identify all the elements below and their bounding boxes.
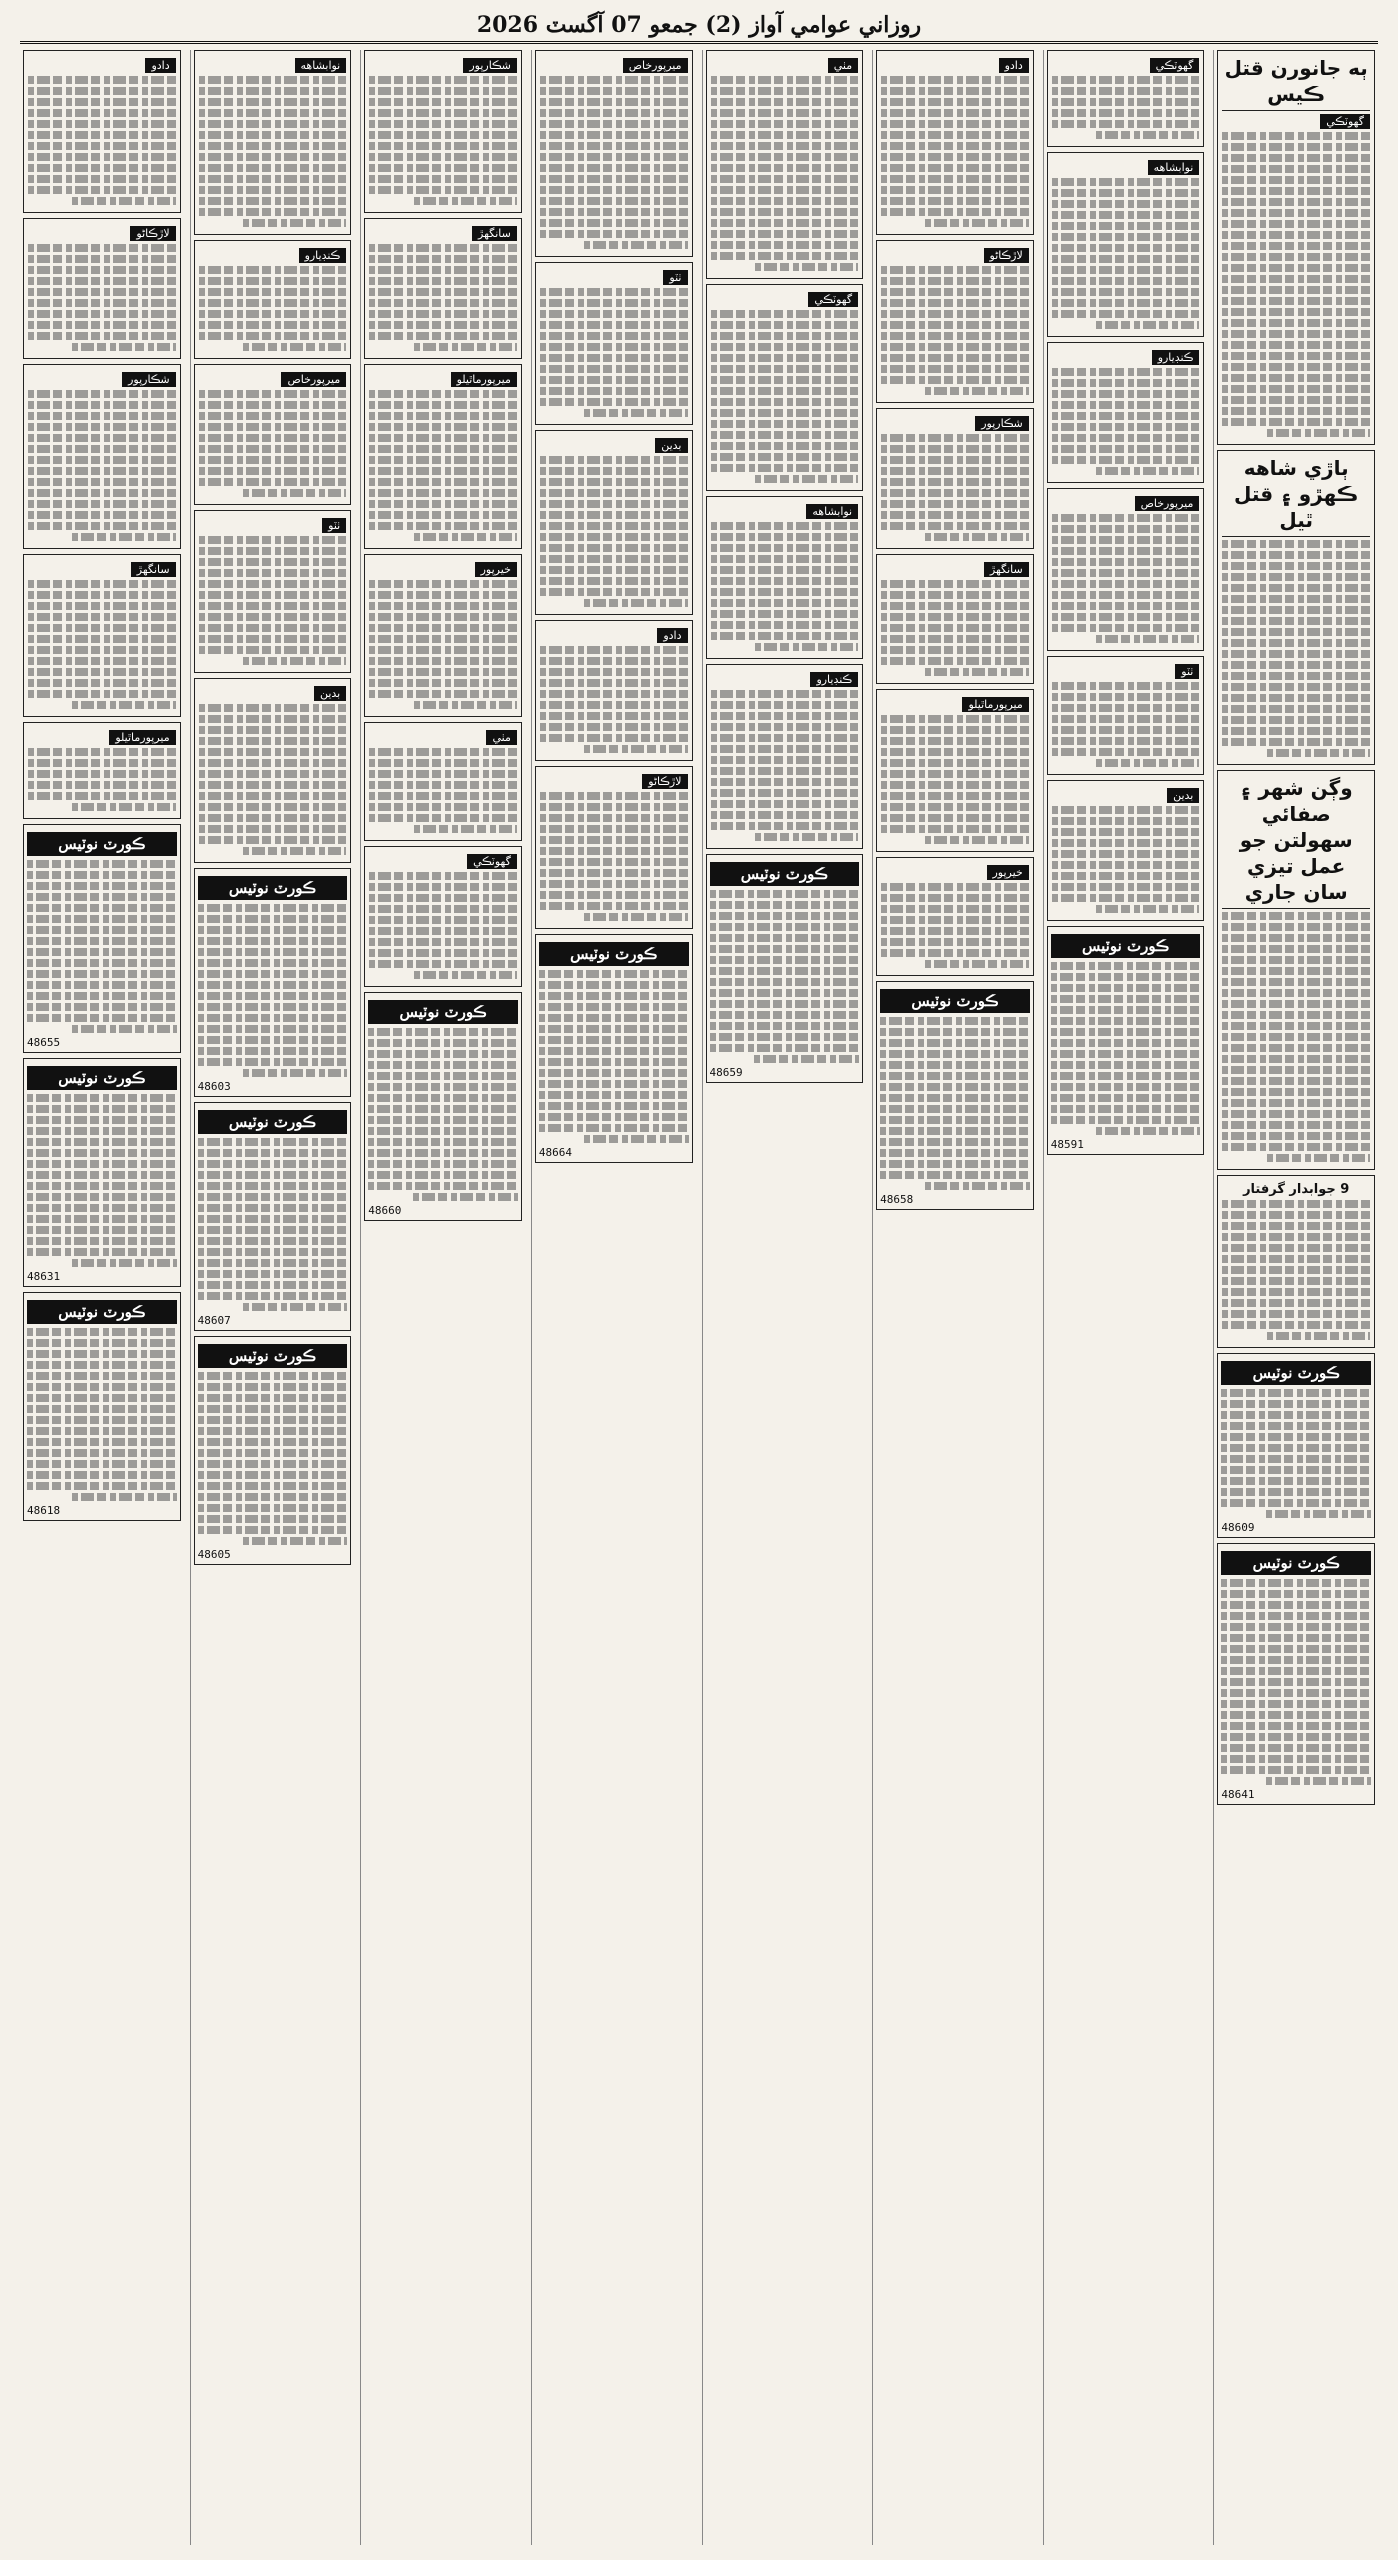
court-notice-banner: ڪورٽ نوٽيس [27, 1066, 177, 1090]
court-notice [535, 934, 693, 1163]
court-notice-banner: ڪورٽ نوٽيس [198, 876, 348, 900]
byline-tag: ميرپورماٿيلو [451, 372, 517, 387]
news-story [706, 664, 864, 849]
column-4 [702, 50, 867, 2545]
notice-number: 48591 [1050, 1138, 1084, 1151]
byline-tag: سانگهڙ [984, 562, 1029, 577]
news-story [194, 510, 352, 673]
column-7 [190, 50, 355, 2545]
byline-tag: ٺٽو [1175, 664, 1199, 679]
column-3 [872, 50, 1037, 2545]
news-story [876, 689, 1034, 852]
news-story [194, 364, 352, 505]
court-notice [364, 992, 522, 1221]
byline-tag: گهوٽڪي [467, 854, 517, 869]
notice-number: 48603 [197, 1080, 231, 1093]
court-notice-banner: ڪورٽ نوٽيس [198, 1110, 348, 1134]
byline-tag: ڪنڊيارو [810, 672, 858, 687]
news-story [23, 50, 181, 213]
court-notice [23, 1058, 181, 1287]
court-notice [194, 1102, 352, 1331]
court-notice-banner: ڪورٽ نوٽيس [1221, 1551, 1371, 1575]
news-story [23, 554, 181, 717]
byline-tag: ميرپورخاص [1135, 496, 1200, 511]
byline-tag: ڪنڊيارو [1152, 350, 1200, 365]
news-story [1047, 656, 1205, 775]
court-notice-banner: ڪورٽ نوٽيس [27, 1300, 177, 1324]
court-notice-banner: ڪورٽ نوٽيس [1051, 934, 1201, 958]
court-notice [194, 1336, 352, 1565]
news-story [364, 846, 522, 987]
court-notice [876, 981, 1034, 1210]
court-notice-banner: ڪورٽ نوٽيس [368, 1000, 518, 1024]
byline-tag: خيرپور [987, 865, 1029, 880]
masthead [20, 10, 1378, 44]
news-story [876, 240, 1034, 403]
notice-number: 48609 [1221, 1521, 1255, 1534]
byline-tag: خيرپور [475, 562, 517, 577]
column-8 [20, 50, 184, 2545]
news-story [535, 766, 693, 929]
court-notice-banner: ڪورٽ نوٽيس [1221, 1361, 1371, 1385]
byline-tag: لاڙڪاڻو [130, 226, 175, 241]
court-notice [1217, 1353, 1375, 1538]
byline-tag: شڪارپور [975, 416, 1029, 431]
news-story [1047, 50, 1205, 147]
byline-tag: گهوٽڪي [1150, 58, 1200, 73]
news-story [1047, 342, 1205, 483]
masthead-title: روزاني عوامي آواز (2) جمعو 07 آگسٽ 2026 [476, 12, 922, 38]
court-notice [23, 824, 181, 1053]
notice-number: 48659 [709, 1066, 743, 1079]
news-story [706, 284, 864, 491]
byline-tag: دادو [657, 628, 687, 643]
lead-headline-3: وڳن شهر ۽ صفائي سهولتن جو عمل تيزي سان جاري [1222, 775, 1370, 909]
news-story [876, 408, 1034, 549]
notice-number: 48605 [197, 1548, 231, 1561]
byline-tag: دادو [999, 58, 1029, 73]
byline-tag: دادو [145, 58, 175, 73]
notice-number: 48660 [368, 1204, 402, 1217]
lead-headline-1: ٻه جانورن قتل ڪيس [1222, 55, 1370, 111]
news-story [535, 262, 693, 425]
notice-number: 48655 [27, 1036, 61, 1049]
news-story [364, 554, 522, 717]
news-story [23, 364, 181, 549]
byline-tag: بدين [1167, 788, 1199, 803]
court-notice [1217, 1543, 1375, 1805]
news-story [364, 50, 522, 213]
byline-tag: ٺٽو [663, 270, 687, 285]
news-story [535, 430, 693, 615]
byline-tag: نوابشاهه [295, 58, 347, 73]
headline: 9 جوابدار گرفتار [1243, 1182, 1350, 1197]
byline-tag: گهوٽڪي [1320, 114, 1370, 129]
court-notice [1047, 926, 1205, 1155]
byline-tag: مٺي [828, 58, 858, 73]
byline-tag: بدين [655, 438, 687, 453]
news-story [23, 722, 181, 819]
story-col1-4 [1217, 1175, 1375, 1348]
court-notice-banner: ڪورٽ نوٽيس [198, 1344, 348, 1368]
byline-tag: سانگهڙ [131, 562, 176, 577]
notice-number: 48641 [1221, 1788, 1255, 1801]
byline-tag: لاڙڪاڻو [984, 248, 1029, 263]
notice-number: 48607 [197, 1314, 231, 1327]
news-story [535, 50, 693, 257]
news-story [706, 50, 864, 279]
news-story [364, 218, 522, 359]
byline-tag: ڪنڊيارو [299, 248, 347, 263]
court-notice-banner: ڪورٽ نوٽيس [539, 942, 689, 966]
news-story [194, 50, 352, 235]
byline-tag: ميرپورخاص [281, 372, 346, 387]
byline-tag: گهوٽڪي [808, 292, 858, 307]
news-story [1047, 488, 1205, 651]
byline-tag: ميرپورخاص [623, 58, 688, 73]
notice-number: 48664 [538, 1146, 572, 1159]
court-notice [706, 854, 864, 1083]
byline-tag: شڪارپور [122, 372, 176, 387]
byline-tag: ميرپورماٿيلو [109, 730, 175, 745]
notice-number: 48618 [27, 1504, 61, 1517]
court-notice [23, 1292, 181, 1521]
byline-tag: شڪارپور [463, 58, 517, 73]
news-story [1047, 152, 1205, 337]
news-story [364, 364, 522, 549]
news-story [876, 50, 1034, 235]
news-story [23, 218, 181, 359]
court-notice-banner: ڪورٽ نوٽيس [710, 862, 860, 886]
news-story [876, 857, 1034, 976]
notice-number: 48631 [27, 1270, 61, 1283]
news-story [194, 240, 352, 359]
court-notice [194, 868, 352, 1097]
lead-story-2 [1217, 450, 1375, 765]
byline-tag: مٺي [486, 730, 516, 745]
news-story [1047, 780, 1205, 921]
column-1 [1213, 50, 1378, 2545]
column-6 [360, 50, 525, 2545]
court-notice-banner: ڪورٽ نوٽيس [27, 832, 177, 856]
court-notice-banner: ڪورٽ نوٽيس [880, 989, 1030, 1013]
lead-headline-2: ٻاڙي شاهه ڪهڙو ۽ قتل ٿيل [1222, 455, 1370, 537]
column-5 [531, 50, 696, 2545]
news-story [194, 678, 352, 863]
byline-tag: نوابشاهه [1148, 160, 1200, 175]
news-story [706, 496, 864, 659]
byline-tag: نوابشاهه [806, 504, 858, 519]
byline-tag: سانگهڙ [472, 226, 517, 241]
lead-story-1 [1217, 50, 1375, 445]
news-story [535, 620, 693, 761]
byline-tag: لاڙڪاڻو [642, 774, 687, 789]
lead-story-3 [1217, 770, 1375, 1170]
news-story [364, 722, 522, 841]
byline-tag: ميرپورماٿيلو [962, 697, 1028, 712]
byline-tag: بدين [314, 686, 346, 701]
news-story [876, 554, 1034, 684]
column-2 [1043, 50, 1208, 2545]
notice-number: 48658 [880, 1193, 914, 1206]
newspaper-columns [20, 50, 1378, 2545]
byline-tag: ٺٽو [322, 518, 346, 533]
